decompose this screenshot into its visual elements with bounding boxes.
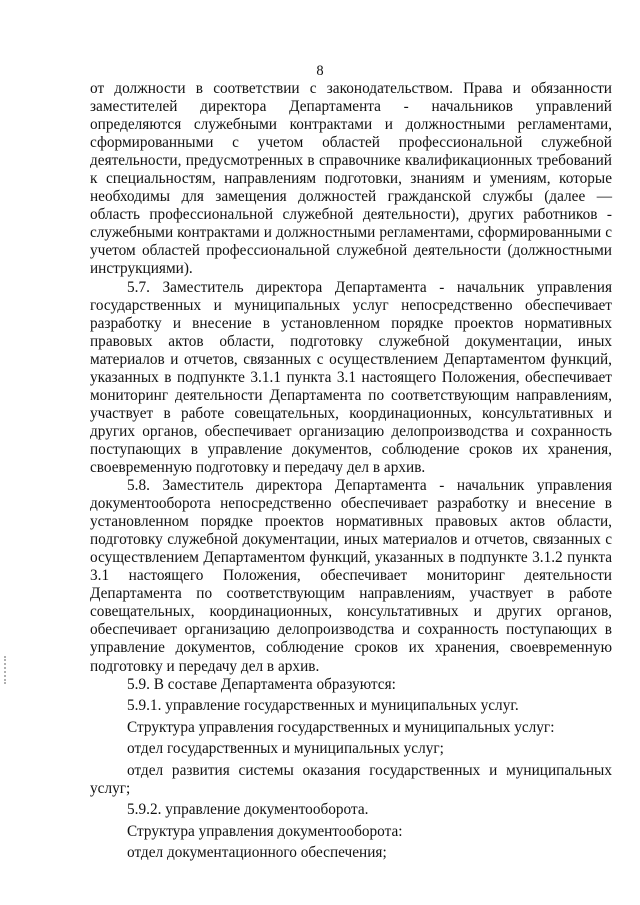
list-item-documentation-department: отдел документационного обеспечения;: [127, 844, 387, 862]
paragraph-5-9-1: 5.9.1. управление государственных и муниципальных услуг.: [127, 697, 519, 715]
scan-edge-mark: [4, 656, 8, 684]
page-number: 8: [316, 63, 324, 79]
list-item-services-development-department: отдел развития системы оказания государственных и муниципальных услуг;: [90, 761, 612, 797]
structure-heading-document-flow: Структура управления документооборота:: [127, 822, 403, 840]
paragraph-5-8: 5.8. Заместитель директора Департамента - начальник управления документооборота непосредственно обеспечивает разработку и внесение в установленном порядке проектов нормативных правовых актов области, подготовку служебной документации, иных материалов и отчетов, связанных с осуществлением Департаментом функций, указанных в подпункте 3.1.2 пункта 3.1 настоящего Положения, обеспечивает мониторинг деятельности Департамента по соответствующим направлениям, участвует в работе совещательных, координационных, консультативных и других органов, обеспечивает организацию делопроизводства и сохранность поступающих в управление документов, соблюдение сроков их хранения, своевременную подготовку и передачу дел в архив.: [90, 477, 612, 675]
paragraph-5-9-2: 5.9.2. управление документооборота.: [127, 801, 369, 819]
structure-heading-services: Структура управления государственных и муниципальных услуг:: [127, 718, 555, 736]
document-body: [90, 80, 612, 862]
list-item-services-department: отдел государственных и муниципальных услуг;: [127, 740, 444, 758]
paragraph-5-9: 5.9. В составе Департамента образуются:: [127, 675, 396, 693]
paragraph-rights-and-duties: от должности в соответствии с законодательством. Права и обязанности заместителей директора Департамента - начальников управлений определяются служебными контрактами и должностными регламентами, сформированными с учетом областей профессиональной служебной деятельности, предусмотренных в справочнике квалификационных требований к специальностям, направлениям подготовки, знаниям и умениям, которые необходимы для замещения должностей гражданской службы (далее — область профессиональной служебной деятельности), других работников - служебными контрактами и должностными регламентами, сформированными с учетом областей профессиональной служебной деятельности (должностными инструкциями).: [90, 80, 612, 278]
paragraph-5-7: 5.7. Заместитель директора Департамента - начальник управления государственных и муниципальных услуг непосредственно обеспечивает разработку и внесение в установленном порядке проектов нормативных правовых актов области, подготовку служебной документации, иных материалов и отчетов, связанных с осуществлением Департаментом функций, указанных в подпункте 3.1.1 пункта 3.1 настоящего Положения, обеспечивает мониторинг деятельности Департамента по соответствующим направлениям, участвует в работе совещательных, координационных, консультативных и других органов, обеспечивает организацию делопроизводства и сохранность поступающих в управление документов, соблюдение сроков их хранения, своевременную подготовку и передачу дел в архив.: [90, 278, 612, 476]
